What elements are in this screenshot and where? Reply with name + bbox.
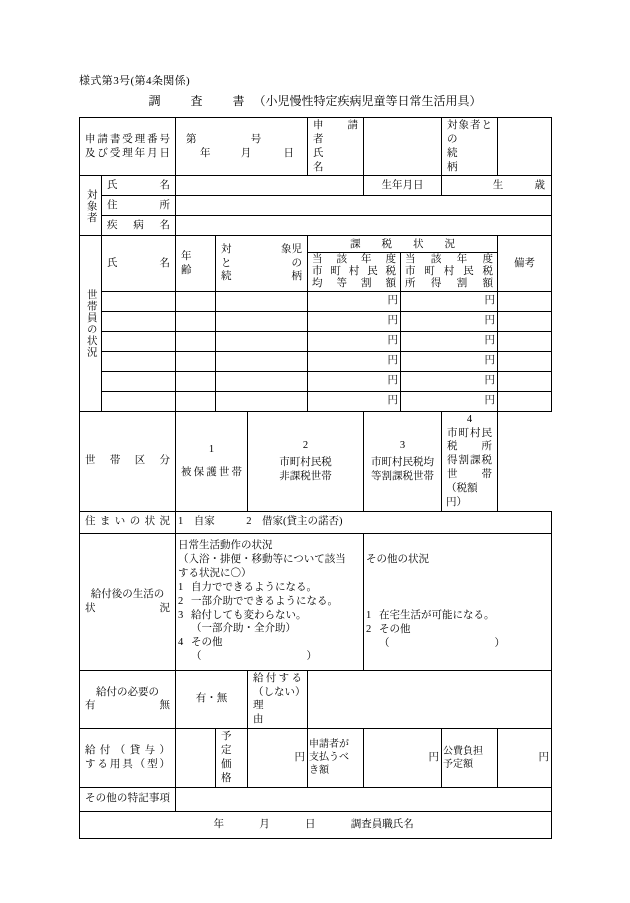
adl-item-4[interactable]: 4 その他: [178, 637, 223, 649]
subject-name-value[interactable]: [176, 176, 364, 196]
option-number: 1: [208, 443, 215, 455]
applicant-pay-label: [308, 729, 364, 787]
option-text-line1: 市町村民税所: [447, 427, 493, 453]
necessity-label-line2: 有 無: [85, 700, 170, 712]
relation-value[interactable]: [498, 118, 552, 176]
adl-item-1[interactable]: 1 自力でできるようになる。: [178, 581, 317, 593]
household-tax-income[interactable]: [401, 391, 498, 411]
necessity-choice[interactable]: 有・無: [176, 670, 248, 728]
survey-form-table: [79, 117, 552, 839]
household-side-label-text: 世帯員の状況: [85, 289, 97, 359]
price-label-line2: 価 格: [221, 758, 242, 784]
public-label-line1: 公費負担: [443, 745, 484, 757]
household-data-row: [80, 351, 552, 371]
household-col-name: 氏 名: [102, 236, 176, 291]
household-data-row: [80, 311, 552, 331]
subject-disease-label: 疾 病 名: [102, 216, 176, 236]
yen-unit: 円: [428, 751, 440, 763]
household-name[interactable]: [102, 331, 176, 351]
option-number: 4: [466, 413, 473, 425]
form-number: 様式第3号(第4条関係): [79, 75, 191, 87]
household-age[interactable]: [176, 291, 216, 311]
yen-unit: 円: [484, 315, 496, 327]
receipt-day-label: 日: [283, 147, 295, 159]
yen-unit: 円: [387, 395, 399, 407]
household-age[interactable]: [176, 331, 216, 351]
subject-name-row: [80, 176, 552, 196]
signature-month: 月: [259, 818, 270, 830]
relation-label: [442, 118, 498, 176]
equipment-price-label: [216, 729, 248, 787]
household-col-tax-status: 課 税 状 況: [308, 236, 498, 253]
adl-item-4-sub[interactable]: （ ）: [191, 651, 317, 663]
necessity-row: [80, 670, 552, 728]
housing-label: 住まいの状況: [80, 511, 176, 533]
option-text: 被保護世帯: [181, 466, 242, 478]
household-remarks[interactable]: [498, 391, 552, 411]
receipt-row: [80, 118, 552, 176]
household-relation[interactable]: [216, 351, 308, 371]
equipment-value[interactable]: [176, 729, 216, 787]
subject-name-label: 氏 名: [102, 176, 176, 196]
household-col-tax-per-capita: 当 該 年 度 市 町 村 民 税 均 等 割 額: [308, 253, 401, 291]
adl-item-3-sub: （一部介助・全介助）: [191, 623, 296, 635]
household-tax-per-capita[interactable]: [308, 291, 401, 311]
household-tax-income[interactable]: [401, 311, 498, 331]
household-data-row: [80, 331, 552, 351]
document-title: [79, 92, 551, 109]
household-class-label: 世帯区分: [80, 411, 176, 511]
household-age[interactable]: [176, 351, 216, 371]
applicant-label-line2: 氏 名: [313, 147, 356, 173]
household-relation[interactable]: [216, 331, 308, 351]
household-side-label: [80, 236, 102, 411]
household-data-row: [80, 291, 552, 311]
applicant-label-line1: 申 請 者: [313, 120, 369, 145]
household-relation[interactable]: [216, 371, 308, 391]
adl-note-line1: （入浴・排便・移動等について該当: [178, 554, 346, 566]
adl-item-2[interactable]: 2 一部介助でできるようになる。: [178, 595, 338, 607]
household-data-row: [80, 371, 552, 391]
relation-grid: 対 象児 と の 続 柄: [221, 243, 303, 283]
subject-address-label: 住 所: [102, 196, 176, 216]
yen-unit: 円: [294, 751, 306, 763]
signature-day: 日: [305, 818, 316, 830]
subject-side-label-text: 対象者: [85, 188, 97, 224]
signature-row: [80, 811, 552, 838]
household-remarks[interactable]: [498, 311, 552, 331]
household-name[interactable]: [102, 371, 176, 391]
yen-unit: 円: [484, 395, 496, 407]
yen-unit: 円: [387, 355, 399, 367]
receipt-month-label: 月: [240, 147, 253, 159]
receipt-number-cell[interactable]: [176, 118, 308, 176]
title-main: 調 査 書: [148, 94, 254, 108]
necessity-reason-label: [248, 670, 308, 728]
adl-heading: 日常生活動作の状況: [178, 540, 273, 552]
adl-status-cell[interactable]: [176, 533, 364, 670]
option-text-line1: 市町村民税: [279, 456, 332, 468]
household-tax-per-capita[interactable]: [308, 331, 401, 351]
other-item-2-sub[interactable]: （ ）: [379, 637, 506, 649]
housing-row: [80, 511, 552, 533]
subject-side-label: [80, 176, 102, 236]
option-text-line1: 市町村民税均: [371, 456, 435, 468]
subject-address-row: [80, 196, 552, 216]
equipment-row: [80, 729, 552, 787]
household-class-option-1[interactable]: [176, 411, 248, 511]
subject-disease-value[interactable]: [176, 216, 552, 236]
household-header-row-1: [80, 236, 552, 253]
subject-disease-row: [80, 216, 552, 236]
subject-address-value[interactable]: [176, 196, 552, 216]
household-tax-per-capita[interactable]: [308, 391, 401, 411]
necessity-label-line1: 給付の必要の: [96, 686, 159, 698]
applicant-pay-label-line3: き額: [309, 765, 330, 777]
public-burden-label: [442, 729, 498, 787]
adl-note-line2: する状況に〇）: [178, 568, 252, 580]
after-grant-label-line2: 状 況: [85, 602, 170, 614]
household-remarks[interactable]: [498, 331, 552, 351]
household-name[interactable]: [102, 391, 176, 411]
applicant-name-label: [308, 118, 369, 176]
public-burden-value[interactable]: [498, 729, 552, 787]
household-class-row: [80, 411, 552, 511]
receipt-label-line2: 及び受理年月日: [85, 147, 170, 159]
household-tax-income[interactable]: [401, 291, 498, 311]
housing-options[interactable]: 1 自家 2 借家(貸主の諾否): [176, 511, 552, 533]
applicant-pay-value[interactable]: [364, 729, 442, 787]
option-number: 2: [302, 439, 309, 451]
household-col-relation: [216, 236, 308, 291]
yen-unit: 円: [484, 335, 496, 347]
yen-unit: 円: [387, 375, 399, 387]
household-col-tax-income: 当 該 年 度 市 町 村 民 税 所 得 割 額: [401, 253, 498, 291]
after-grant-label-line1: 給付後の生活の: [90, 588, 165, 600]
other-item-1[interactable]: 1 在宅生活が可能になる。: [366, 609, 495, 621]
household-tax-income[interactable]: [401, 331, 498, 351]
reason-label-line3: 理 由: [253, 700, 295, 726]
household-remarks[interactable]: [498, 371, 552, 391]
yen-unit: 円: [484, 355, 496, 367]
other-status-cell[interactable]: [364, 533, 552, 670]
signature-year: 年: [213, 818, 225, 830]
reason-label-line2: （しない）: [253, 686, 306, 698]
household-col-remarks: 備考: [498, 236, 552, 291]
necessity-reason-value[interactable]: [308, 670, 552, 728]
equipment-price-value[interactable]: [248, 729, 308, 787]
other-item-2[interactable]: 2 その他: [366, 623, 411, 635]
household-relation[interactable]: [216, 291, 308, 311]
adl-item-3[interactable]: 3 給付しても変わらない。: [178, 609, 307, 621]
subject-born-suffix: 生: [492, 180, 504, 191]
option-text-line3: （税額 円）: [446, 482, 510, 508]
household-class-option-2[interactable]: [248, 411, 364, 511]
household-relation[interactable]: [216, 391, 308, 411]
after-grant-label: [80, 533, 176, 670]
inspector-label: 調査員職氏名: [350, 818, 414, 830]
receipt-year-label: 年: [200, 147, 212, 159]
public-label-line2: 予定額: [443, 758, 474, 770]
household-name[interactable]: [102, 291, 176, 311]
equipment-label-line1: 給付（貸与）: [85, 745, 170, 756]
receipt-label-line1: 申請書受理番号: [85, 133, 170, 145]
option-text-line2: 等割課税世帯: [371, 470, 435, 482]
equipment-label-line2: する用具（型）: [85, 758, 170, 770]
reason-label-line1: 給付する: [253, 672, 303, 684]
household-name[interactable]: [102, 311, 176, 331]
household-remarks[interactable]: [498, 351, 552, 371]
equipment-label: [80, 729, 176, 787]
applicant-pay-label-line2: 支払うべ: [309, 752, 350, 764]
remarks-value[interactable]: [176, 787, 552, 811]
signature-cell[interactable]: [80, 811, 552, 838]
remarks-label: その他の特記事項: [80, 787, 176, 811]
subject-dob-label: 生年月日: [364, 176, 442, 196]
subject-dob-value[interactable]: [442, 176, 552, 196]
household-age[interactable]: [176, 391, 216, 411]
other-heading: その他の状況: [366, 553, 430, 565]
yen-unit: 円: [484, 295, 496, 307]
household-remarks[interactable]: [498, 291, 552, 311]
household-age[interactable]: [176, 371, 216, 391]
relation-label-line2: 続 柄: [447, 147, 490, 173]
household-tax-per-capita[interactable]: [308, 351, 401, 371]
title-sub: （小児慢性特定疾病児童等日常生活用具）: [253, 94, 482, 108]
relation-label-line1: 対象者との: [447, 120, 493, 145]
household-age[interactable]: [176, 311, 216, 331]
household-tax-per-capita[interactable]: [308, 311, 401, 331]
yen-unit: 円: [387, 335, 399, 347]
household-data-row: [80, 391, 552, 411]
household-class-option-4[interactable]: [442, 411, 510, 511]
receipt-number-prefix: 第: [186, 133, 198, 145]
applicant-pay-label-line1: 申請者が: [309, 739, 350, 751]
yen-unit: 円: [538, 751, 550, 763]
applicant-name-value[interactable]: [364, 118, 442, 176]
receipt-number-suffix: 号: [250, 133, 263, 145]
household-relation[interactable]: [216, 311, 308, 331]
yen-unit: 円: [387, 315, 399, 327]
household-col-age: 年 齢: [176, 236, 216, 291]
remarks-row: [80, 787, 552, 811]
household-tax-income[interactable]: [401, 371, 498, 391]
yen-unit: 円: [484, 375, 496, 387]
after-grant-row: [80, 533, 552, 670]
receipt-label-cell: [80, 118, 176, 176]
yen-unit: 円: [387, 295, 399, 307]
option-text-line2: 得割課税世帯: [447, 455, 493, 481]
household-tax-per-capita[interactable]: [308, 371, 401, 391]
option-number: 3: [399, 439, 406, 451]
necessity-label: [80, 670, 176, 728]
price-label-line1: 予 定: [221, 731, 242, 756]
household-class-option-3[interactable]: [364, 411, 442, 511]
household-name[interactable]: [102, 351, 176, 371]
option-text-line2: 非課税世帯: [279, 470, 332, 482]
household-tax-income[interactable]: [401, 351, 498, 371]
subject-age-suffix: 歳: [534, 180, 546, 191]
